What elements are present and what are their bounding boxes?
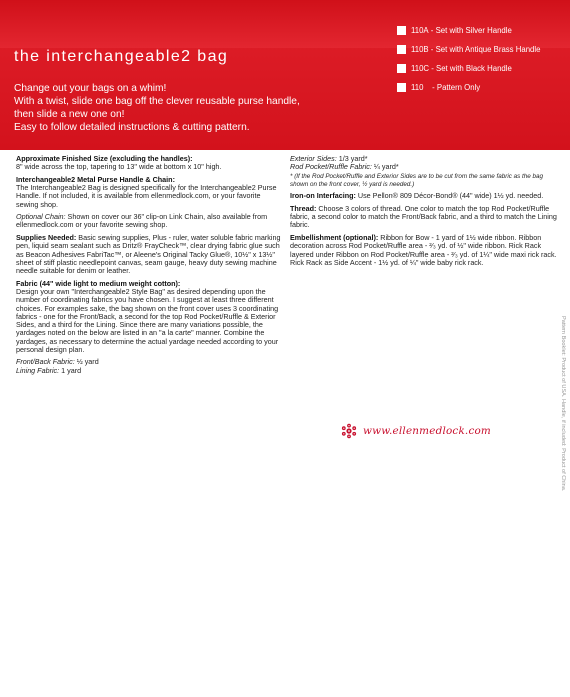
finished-size bbox=[16, 155, 282, 172]
section-text: Design your own "Interchangeable2 Style Bag" as desired depending upon the number of coordinating fabrics you have chosen. I suggest at least three different choices. For examples sake, the bag shown on the front cover uses 3 coordinating fabrics - one for the Front/Back, a second for the top Rod Pocket/Ruffle & Exterior Sides, and a third for the Lining. Since there are many variations possible, the yardages noted on the below are listed in an "a la carte" manner. Combine the yardages, as necessary to determine the actual yardage needed according to your personal design plan. bbox=[16, 286, 279, 354]
left-column bbox=[16, 155, 282, 379]
yardage-label: Rod Pocket/Ruffle Fabric: bbox=[290, 162, 372, 172]
thread bbox=[290, 205, 558, 230]
section-text: Basic sewing supplies, Plus - ruler, water soluble fabric marking pen, liquid seam sealant such as Dritz® FrayCheck™, clear drying fabric glue such as Beacon Adhesives FabriTac™, or Aleene's Original Tacky Glue®, 10½" x 13½" sheet of stiff plastic needlepoint canvas, seam gauge, heavy duty sewing machine needle suitable for denim or leather. bbox=[16, 232, 281, 276]
yardage-value: 1 yard bbox=[59, 365, 82, 375]
intro-text bbox=[14, 82, 300, 134]
option-label: - Pattern Only bbox=[423, 83, 481, 92]
yardage-label: Front/Back Fabric: bbox=[16, 357, 75, 367]
side-caption bbox=[556, 316, 568, 566]
intro-line: With a twist, slide one bag off the clever reusable purse handle, bbox=[14, 96, 300, 107]
yardage-value: ½ yard bbox=[74, 357, 99, 367]
pattern-title: the interchangeable2 bag bbox=[14, 48, 229, 65]
section-text: Ribbon for Bow - 1 yard of 1½ wide ribbon. Ribbon decoration across Rod Pocket/Ruffle area - ²⁄₃ yd. of ½" wide ribbon. Rick Rack layered under Ribbon on Rod Pocket/Ruffle area - ²⁄₃ yd. of 1¼" wide maxi rick rack. Rick Rack as Side Accent - 1½ yd. of ¼" wide baby rick rack. bbox=[290, 232, 557, 267]
section-heading: Embellishment (optional): bbox=[290, 232, 379, 242]
website-link[interactable]: www.ellenmedlock.com bbox=[363, 425, 491, 437]
yardage-label: Lining Fabric: bbox=[16, 365, 60, 375]
section-heading: Interchangeable2 Metal Purse Handle & Chain: bbox=[16, 174, 175, 184]
embellishment bbox=[290, 234, 558, 267]
right-column bbox=[290, 155, 558, 271]
option-110 bbox=[397, 78, 540, 97]
section-text: The Interchangeable2 Bag is designed specifically for the Interchangeable2 Purse Handle. If not included, it is available from ellenmedlock.com, or your favorite sewing shop. bbox=[16, 183, 277, 209]
intro-line: then slide a new one on! bbox=[14, 109, 125, 120]
yardage-value: ¼ yard* bbox=[371, 162, 399, 172]
brand-logo[interactable] bbox=[340, 423, 491, 439]
yardage-value: 1/3 yard* bbox=[336, 154, 368, 163]
option-label: - Set with Antique Brass Handle bbox=[428, 45, 541, 54]
section-label: Optional Chain: bbox=[16, 212, 66, 222]
flower-icon bbox=[340, 423, 358, 439]
purse-handle bbox=[16, 176, 282, 209]
section-heading: Supplies Needed: bbox=[16, 232, 77, 242]
yardage-label: Exterior Sides: bbox=[290, 154, 337, 163]
option-label: - Set with Silver Handle bbox=[428, 26, 512, 35]
fabric-yardage-continued bbox=[290, 155, 558, 188]
section-heading: Iron-on Interfacing: bbox=[290, 191, 356, 201]
intro-line: Easy to follow detailed instructions & cutting pattern. bbox=[14, 122, 250, 133]
section-heading: Thread: bbox=[290, 203, 317, 213]
section-heading: Approximate Finished Size (excluding the handles): bbox=[16, 154, 193, 163]
option-checkbox[interactable] bbox=[397, 83, 406, 92]
fabric-yardage bbox=[16, 358, 282, 375]
option-110b bbox=[397, 40, 540, 59]
option-code: 110C bbox=[411, 64, 430, 73]
optional-chain bbox=[16, 213, 282, 230]
option-checkbox[interactable] bbox=[397, 45, 406, 54]
option-code: 110 bbox=[411, 83, 424, 92]
option-110a bbox=[397, 21, 540, 40]
option-code: 110A bbox=[411, 26, 429, 35]
section-text: Use Pellon® 809 Décor-Bond® (44" wide) 1½ yd. needed. bbox=[355, 191, 544, 201]
origin-text: Pattern Booklet: Product of USA. Handle, if included: Product of China. bbox=[560, 316, 566, 492]
option-checkbox[interactable] bbox=[397, 26, 406, 35]
section-text: Choose 3 colors of thread. One color to match the top Rod Pocket/Ruffle fabric, a second color to match the Front/Back fabric, and a third to match the Lining fabric. bbox=[290, 203, 557, 230]
order-options bbox=[397, 21, 540, 97]
intro-line: Change out your bags on a whim! bbox=[14, 83, 167, 94]
section-text: 8" wide across the top, tapering to 13" wide at bottom x 10" high. bbox=[16, 162, 222, 172]
section-heading: Fabric (44" wide light to medium weight cotton): bbox=[16, 278, 181, 288]
section-text: Shown on cover our 36" clip-on Link Chain, also available from ellenmedlock.com or your favorite sewing shop. bbox=[16, 212, 268, 230]
fabric bbox=[16, 280, 282, 355]
yardage-note: * (If the Rod Pocket/Ruffle and Exterior Sides are to be cut from the same fabric as the bag shown on the front cover, ½ yard is needed.) bbox=[290, 172, 544, 188]
supplies bbox=[16, 234, 282, 275]
interfacing bbox=[290, 192, 558, 200]
option-code: 110B bbox=[411, 45, 429, 54]
header-banner bbox=[0, 0, 570, 150]
option-110c bbox=[397, 59, 540, 78]
option-label: - Set with Black Handle bbox=[429, 64, 512, 73]
option-checkbox[interactable] bbox=[397, 64, 406, 73]
